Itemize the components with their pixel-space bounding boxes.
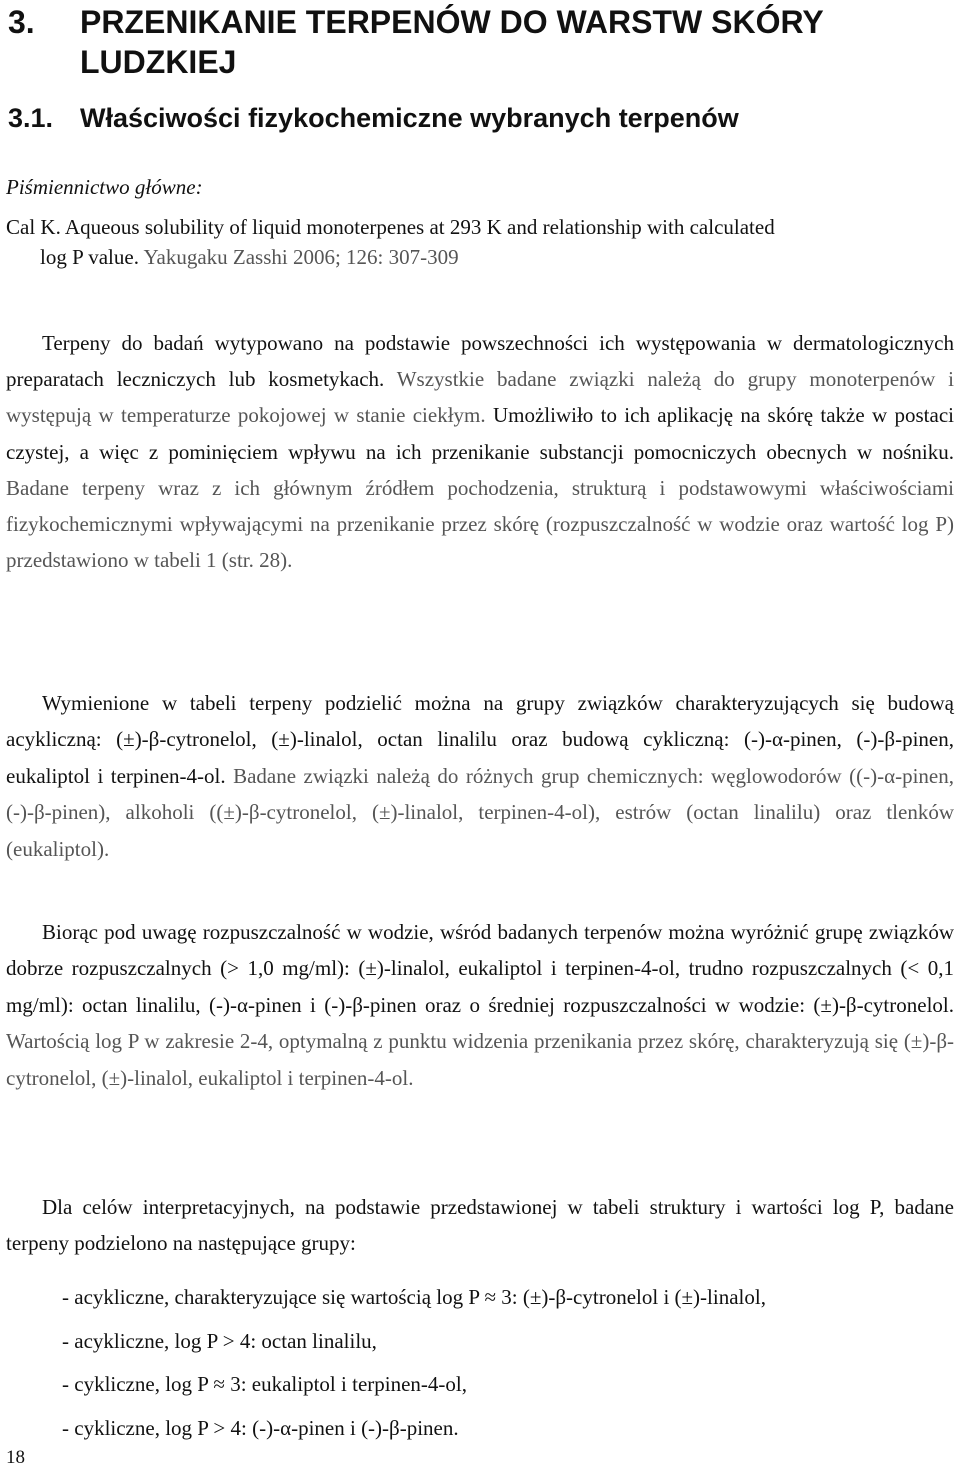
group-list	[62, 1276, 942, 1450]
paragraph-1-part-3: Umożliwiło to ich aplikację na skórę także w postaci czystej, a więc z pominięciem wpływu na ich przenikanie substancji pomocniczych obecnych w nośniku.	[6, 403, 954, 464]
list-item: - acykliczne, log P > 4: octan linalilu,	[62, 1328, 377, 1353]
section-heading	[8, 100, 948, 136]
reference-line-1: Cal K. Aqueous solubility of liquid monoterpenes at 293 K and relationship with calculated	[6, 215, 775, 239]
chapter-title: PRZENIKANIE TERPENÓW DO WARSTW SKÓRY LUDZKIEJ	[80, 4, 824, 80]
paragraph-2-part-2: Badane związki należą do różnych grup chemicznych: węglowodorów ((-)-α-pinen, (-)-β-pinen), alkoholi ((±)-β-cytronelol, (±)-linalol, terpinen-4-ol), estrów (octan linalilu) oraz tlenków (eukaliptol).	[6, 763, 954, 861]
paragraph-2	[6, 685, 954, 867]
reference-line-2	[6, 242, 958, 272]
list-item: - cykliczne, log P ≈ 3: eukaliptol i terpinen-4-ol,	[62, 1372, 467, 1396]
paragraph-3	[6, 914, 954, 1096]
page-number: 18	[6, 1447, 25, 1468]
chapter-number: 3.	[8, 4, 35, 40]
list-item: - cykliczne, log P > 4: (-)-α-pinen i (-)-β-pinen.	[62, 1415, 459, 1440]
paragraph-1-part-1: Terpeny do badań wytypowano na podstawie powszechności ich występowania w dermatologicznych preparatach leczniczych lub kosmetykach.	[6, 331, 954, 392]
paragraph-1-part-4: Badane terpeny wraz z ich głównym źródłem pochodzenia, strukturą i podstawowymi właściwościami fizykochemicznymi wpływającymi na przenikanie przez skórę (rozpuszczalność w wodzie oraz wartość log P) przedstawiono w tabeli 1 (str. 28).	[6, 475, 954, 573]
paragraph-4: Dla celów interpretacyjnych, na podstawie przedstawionej w tabeli struktury i wartości log P, badane terpeny podzielono na następujące grupy:	[6, 1195, 954, 1256]
paragraph-1	[6, 325, 954, 578]
paragraph-1-part-2: Wszystkie badane związki należą do grupy monoterpenów i występują w temperaturze pokojowej w stanie ciekłym.	[6, 367, 954, 428]
paragraph-2-part-1: Wymienione w tabeli terpeny podzielić można na grupy związków charakteryzujących się budową acykliczną: (±)-β-cytronelol, (±)-linalol, octan linalilu oraz budową cykliczną: (-)-α-pinen, (-)-β-pinen, eukaliptol i terpinen-4-ol.	[6, 691, 954, 788]
list-item: - acykliczne, charakteryzujące się wartością log P ≈ 3: (±)-β-cytronelol i (±)-linalol,	[62, 1285, 766, 1309]
paragraph-3-part-1: Biorąc pod uwagę rozpuszczalność w wodzie, wśród badanych terpenów można wyróżnić grupę związków dobrze rozpuszczalnych (> 1,0 mg/ml): (±)-linalol, eukaliptol i terpinen-4-ol, trudno rozpuszczalnych (< 0,1 mg/ml): octan linalilu, (-)-α-pinen i (-)-β-pinen oraz o średniej rozpuszczalności w wodzie: (±)-β-cytronelol.	[6, 920, 954, 1017]
literature-reference	[6, 212, 958, 272]
reference-journal: Yakugaku Zasshi 2006; 126: 307-309	[138, 245, 459, 269]
section-number: 3.1.	[8, 103, 54, 133]
paragraph-3-part-2: Wartością log P w zakresie 2-4, optymalną z punktu widzenia przenikania przez skórę, charakteryzują się (±)-β-cytronelol, (±)-linalol, eukaliptol i terpinen-4-ol.	[6, 1029, 954, 1090]
reference-title-end: log P value.	[40, 245, 139, 269]
chapter-heading	[8, 2, 948, 82]
section-title: Właściwości fizykochemiczne wybranych terpenów	[80, 103, 739, 133]
literature-label: Piśmiennictwo główne:	[6, 175, 203, 199]
